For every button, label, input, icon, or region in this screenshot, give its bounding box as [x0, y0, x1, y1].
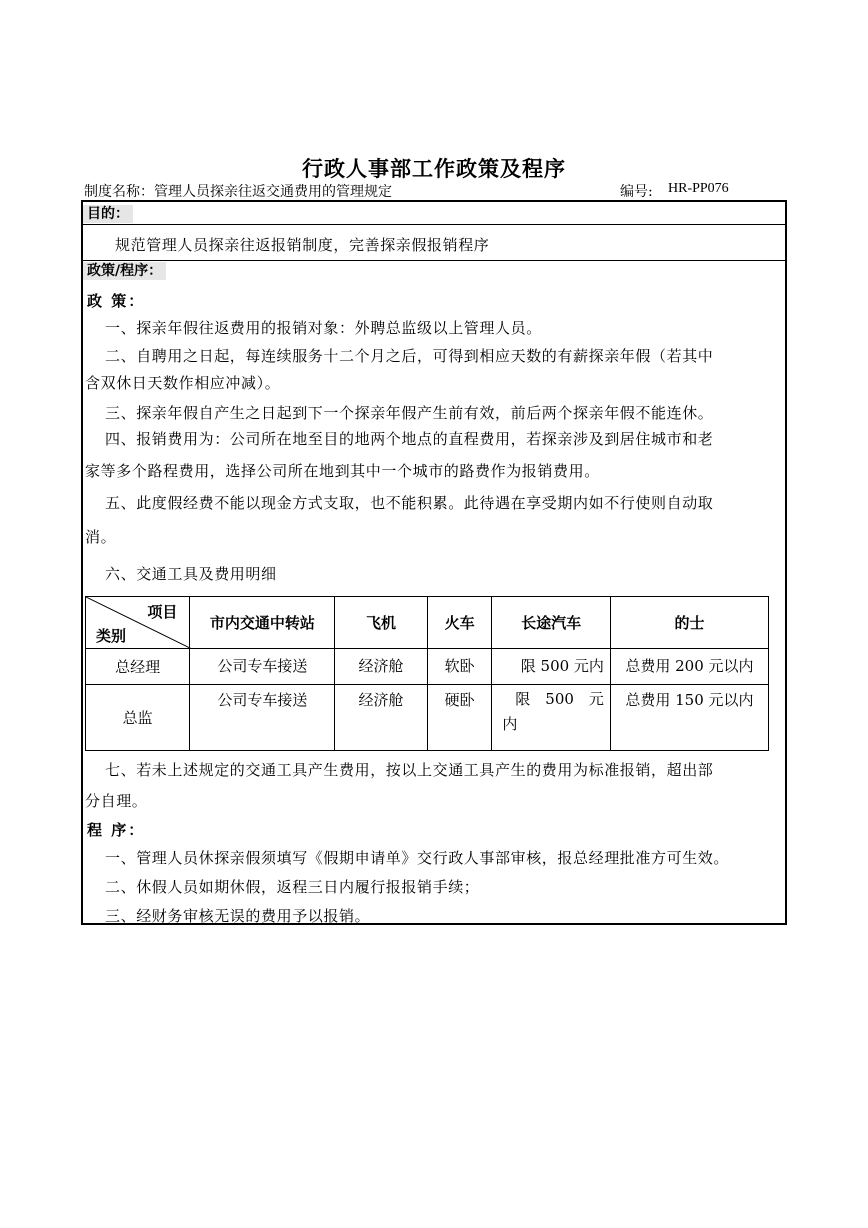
- procedure-line: 二、休假人员如期休假，返程三日内履行报报销手续；: [105, 878, 480, 896]
- bus-line-2: 内: [502, 715, 518, 733]
- table-cell: 公司专车接送: [190, 649, 335, 685]
- table-cell: 经济舱: [335, 649, 427, 685]
- policy-line: 五、此度假经费不能以现金方式支取，也不能积累。此待遇在享受期内如不行使则自动取: [105, 494, 714, 512]
- policy-line: 二、自聘用之日起，每连续服务十二个月之后，可得到相应天数的有薪探亲年假（若其中: [105, 347, 714, 365]
- document-meta: [84, 181, 784, 201]
- policy-line: 七、若未上述规定的交通工具产生费用，按以上交通工具产生的费用为标准报销，超出部: [105, 761, 714, 779]
- table-header-cell: 长途汽车: [492, 597, 611, 649]
- table-cell: 公司专车接送: [190, 685, 335, 751]
- policy-line: 含双休日天数作相应冲减）。: [85, 374, 281, 392]
- corner-top-label: 项目: [147, 603, 178, 621]
- document-title: 行政人事部工作政策及程序: [302, 156, 566, 181]
- table-category-cell: 总经理: [86, 649, 190, 685]
- procedure-subheader: 程 序：: [87, 821, 146, 839]
- table-corner-cell: [86, 597, 190, 649]
- code-value: HR-PP076: [668, 181, 729, 196]
- divider: [83, 260, 785, 261]
- table-cell: 限 500 元内: [492, 649, 611, 685]
- policy-line: 分自理。: [85, 792, 148, 810]
- policy-header: 政策/程序：: [83, 262, 166, 280]
- corner-bottom-label: 类别: [96, 627, 127, 645]
- table-cell: 总费用 150 元以内: [610, 685, 768, 751]
- policy-line: 家等多个路程费用，选择公司所在地到其中一个城市的路费作为报销费用。: [85, 462, 600, 480]
- policy-line: 六、交通工具及费用明细: [105, 565, 277, 583]
- procedure-line: 三、经财务审核无误的费用予以报销。: [105, 907, 371, 925]
- policy-line: 四、报销费用为：公司所在地至目的地两个地点的直程费用，若探亲涉及到居住城市和老: [105, 430, 714, 448]
- policy-subheader: 政 策：: [87, 292, 146, 310]
- table-cell: 总费用 200 元以内: [610, 649, 768, 685]
- table-header-cell: 飞机: [335, 597, 427, 649]
- table-cell: 经济舱: [335, 685, 427, 751]
- table-cell: 软卧: [427, 649, 492, 685]
- bus-line-1: 限 500 元: [515, 690, 604, 708]
- purpose-text: 规范管理人员探亲往返报销制度，完善探亲假报销程序: [115, 236, 490, 254]
- table-header-cell: 火车: [427, 597, 492, 649]
- table-row: [86, 685, 769, 751]
- procedure-line: 一、管理人员休探亲假须填写《假期申请单》交行政人事部审核，报总经理批准方可生效。: [105, 849, 730, 867]
- policy-box: [81, 200, 787, 925]
- table-header-cell: 的士: [610, 597, 768, 649]
- table-category-cell: 总监: [86, 685, 190, 751]
- table-cell-bus: [492, 685, 611, 751]
- policy-line: 一、探亲年假往返费用的报销对象：外聘总监级以上管理人员。: [105, 319, 542, 337]
- table-header-row: [86, 597, 769, 649]
- code-label: 编号:: [620, 184, 653, 200]
- policy-name: 制度名称：管理人员探亲往返交通费用的管理规定: [84, 184, 392, 200]
- policy-line: 三、探亲年假自产生之日起到下一个探亲年假产生前有效，前后两个探亲年假不能连休。: [105, 404, 714, 422]
- policy-line: 消。: [85, 528, 117, 546]
- table-row: [86, 649, 769, 685]
- table-header-cell: 市内交通中转站: [190, 597, 335, 649]
- divider: [83, 224, 785, 225]
- purpose-header: 目的：: [83, 205, 133, 223]
- transport-table: [85, 596, 769, 751]
- table-cell: 硬卧: [427, 685, 492, 751]
